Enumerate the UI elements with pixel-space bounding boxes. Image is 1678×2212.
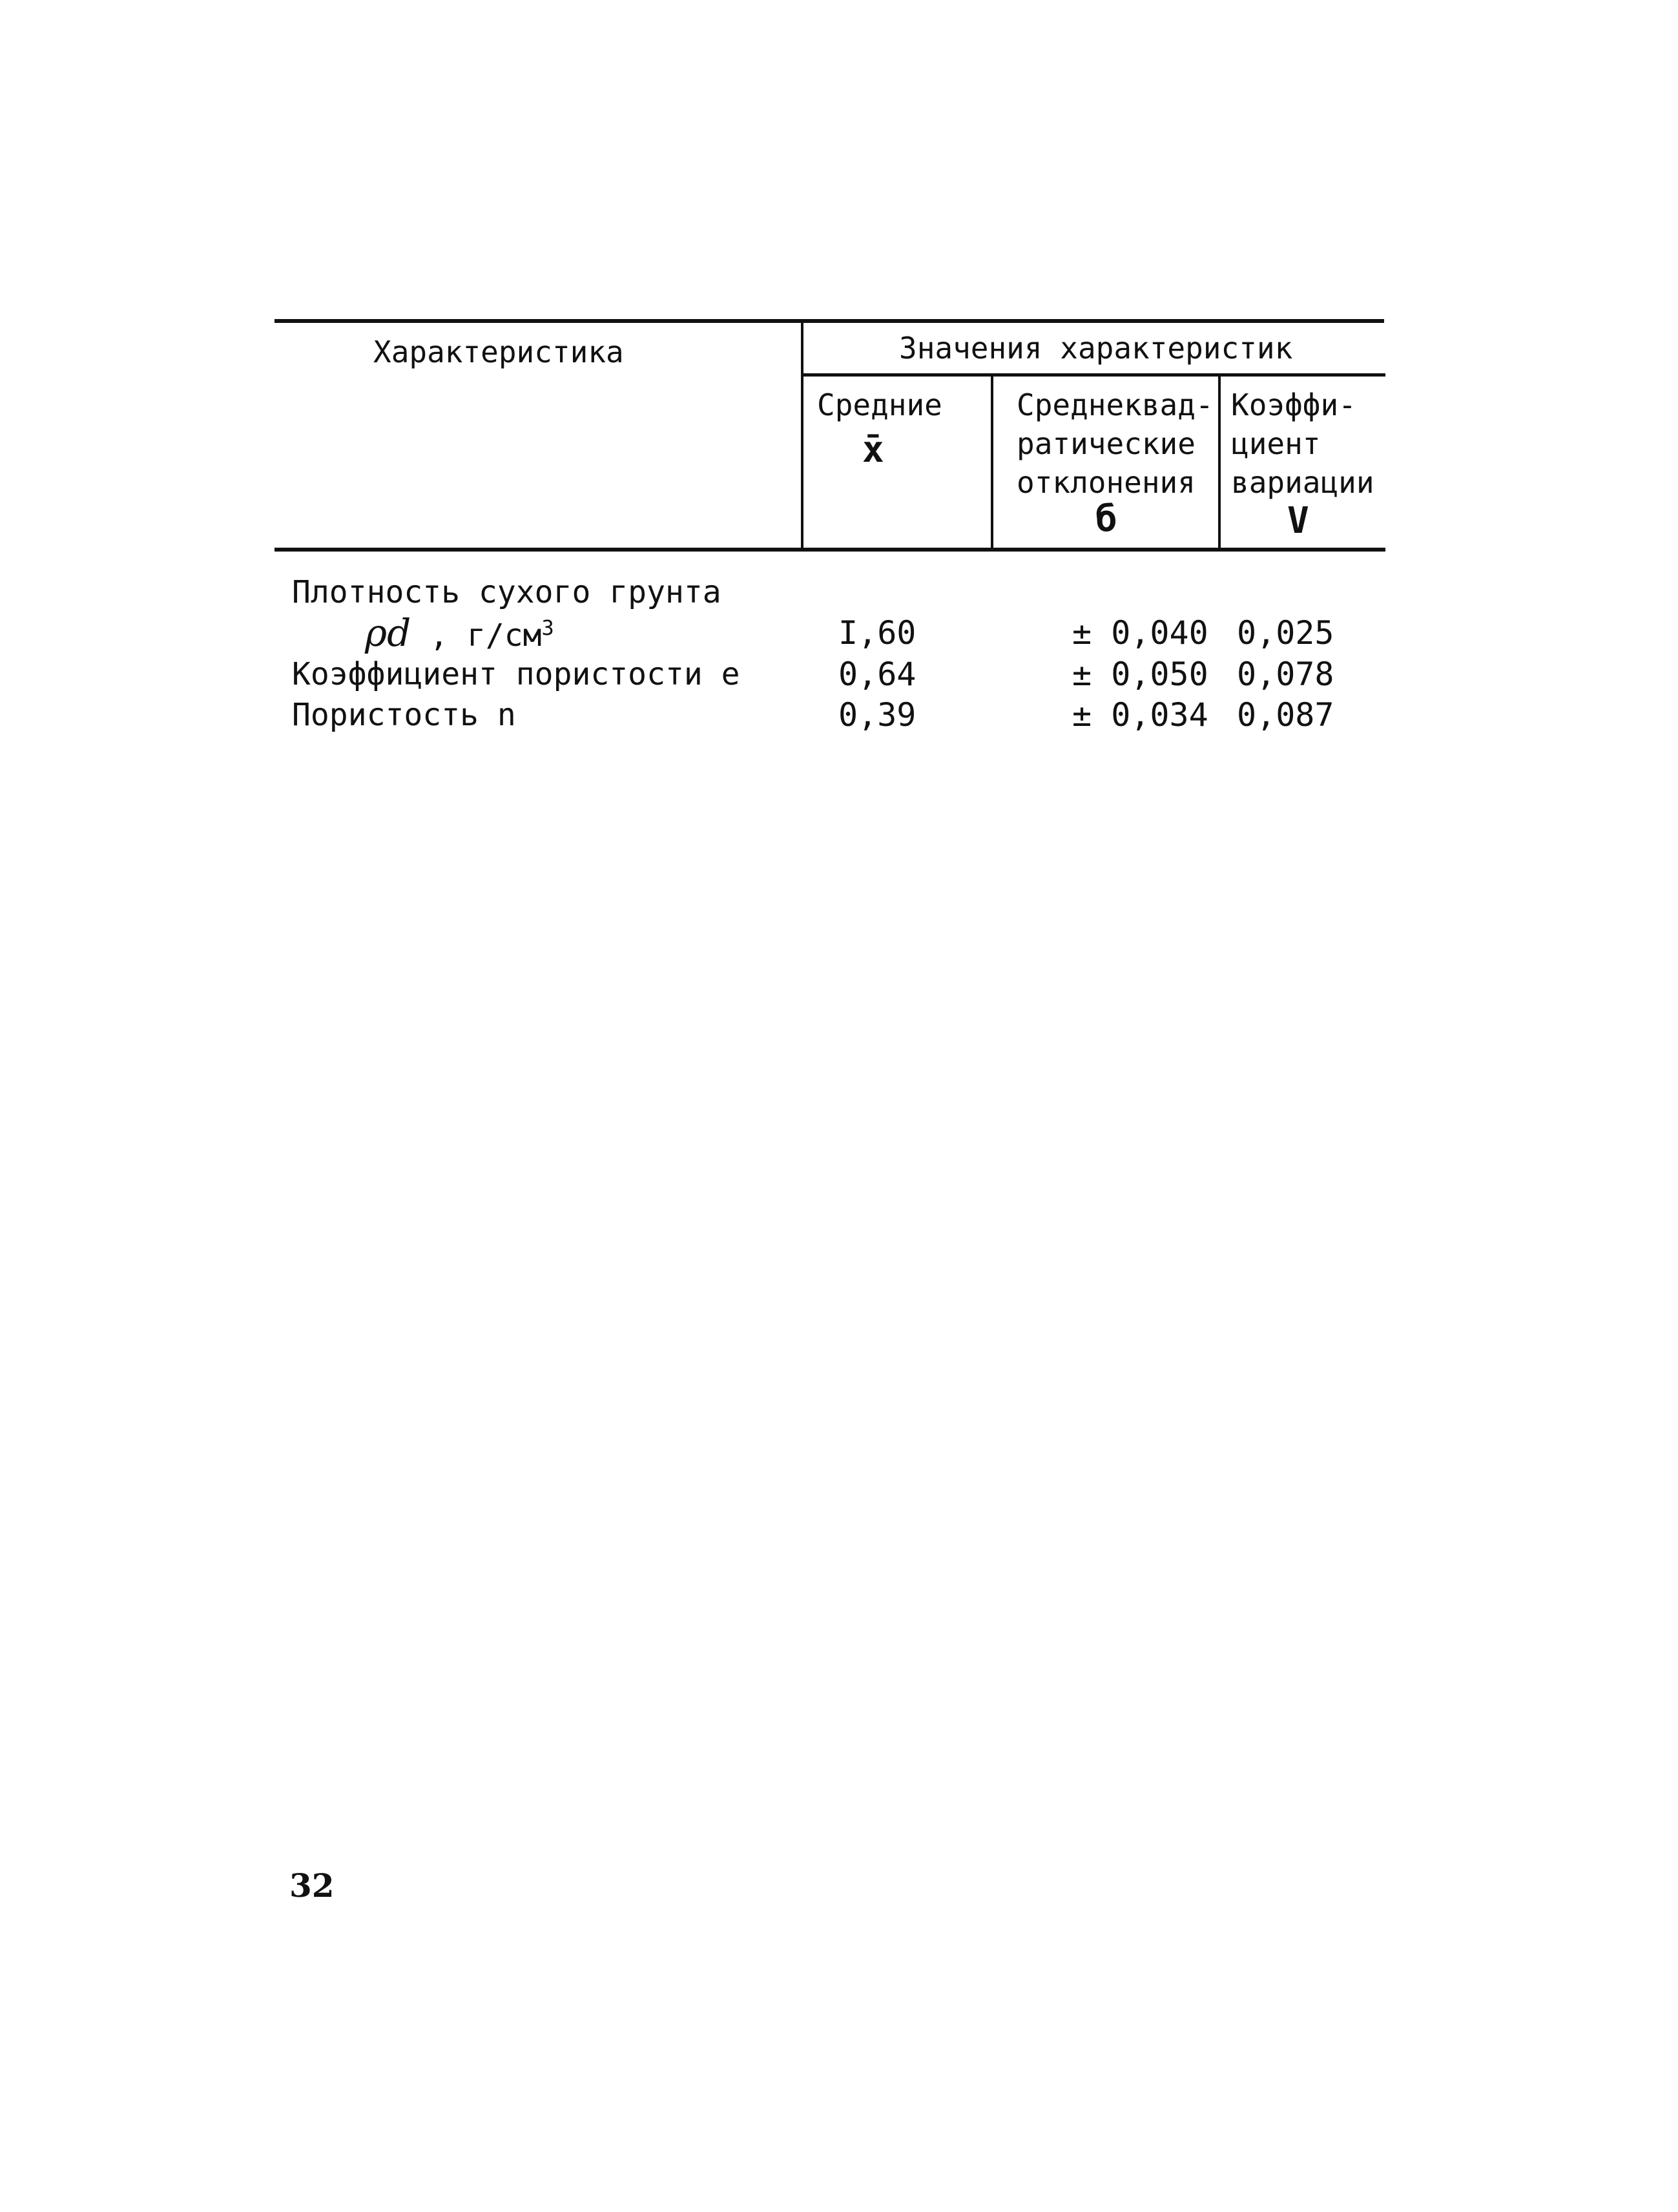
col-divider-2 [1218, 376, 1221, 549]
header-values-group: Значения характеристик [899, 331, 1293, 366]
row-2-label: Коэффициент пористости е [292, 656, 740, 692]
row-1-label-line-2 [365, 612, 554, 656]
col-divider-1 [991, 376, 993, 549]
header-characteristic: Характеристика [373, 335, 624, 369]
header-col-mean-line: Средние [817, 388, 942, 422]
row-1-cv: 0,025 [1237, 614, 1334, 652]
header-col-cv-line-2: циент [1231, 426, 1321, 461]
group-header-rule [801, 373, 1385, 377]
row-3-mean: 0,39 [838, 696, 917, 734]
page-number: 32 [289, 1866, 335, 1905]
header-col-std-line-2: ратические [1017, 426, 1196, 461]
header-col-mean-symbol: x̄ [862, 429, 884, 471]
header-col-cv-symbol: V [1287, 500, 1309, 542]
rho-d-symbol: ρd [365, 611, 411, 655]
header-col-std-line-1: Среднеквад- [1017, 388, 1214, 422]
row-3-std: ± 0,034 [1072, 696, 1208, 734]
row-1-std: ± 0,040 [1072, 614, 1208, 652]
row-1-unit-sup: 3 [541, 615, 554, 640]
row-3-label: Пористость n [292, 697, 516, 733]
row-1-unit: , г/см [430, 617, 542, 654]
table-top-rule [274, 319, 1384, 323]
row-1-label-line-1: Плотность сухого грунта [292, 574, 721, 610]
row-2-mean: 0,64 [838, 656, 917, 693]
row-3-cv: 0,087 [1237, 696, 1334, 734]
header-col-cv-line-3: вариации [1231, 465, 1374, 500]
row-2-cv: 0,078 [1237, 656, 1334, 693]
row-2-std: ± 0,050 [1072, 656, 1208, 693]
row-1-mean: I,60 [838, 614, 917, 652]
col-divider-main [801, 322, 803, 549]
header-col-std-line-3: отклонения [1017, 465, 1196, 500]
header-col-cv-line-1: Коэффи- [1231, 388, 1356, 422]
header-col-std-symbol: б [1095, 498, 1117, 540]
